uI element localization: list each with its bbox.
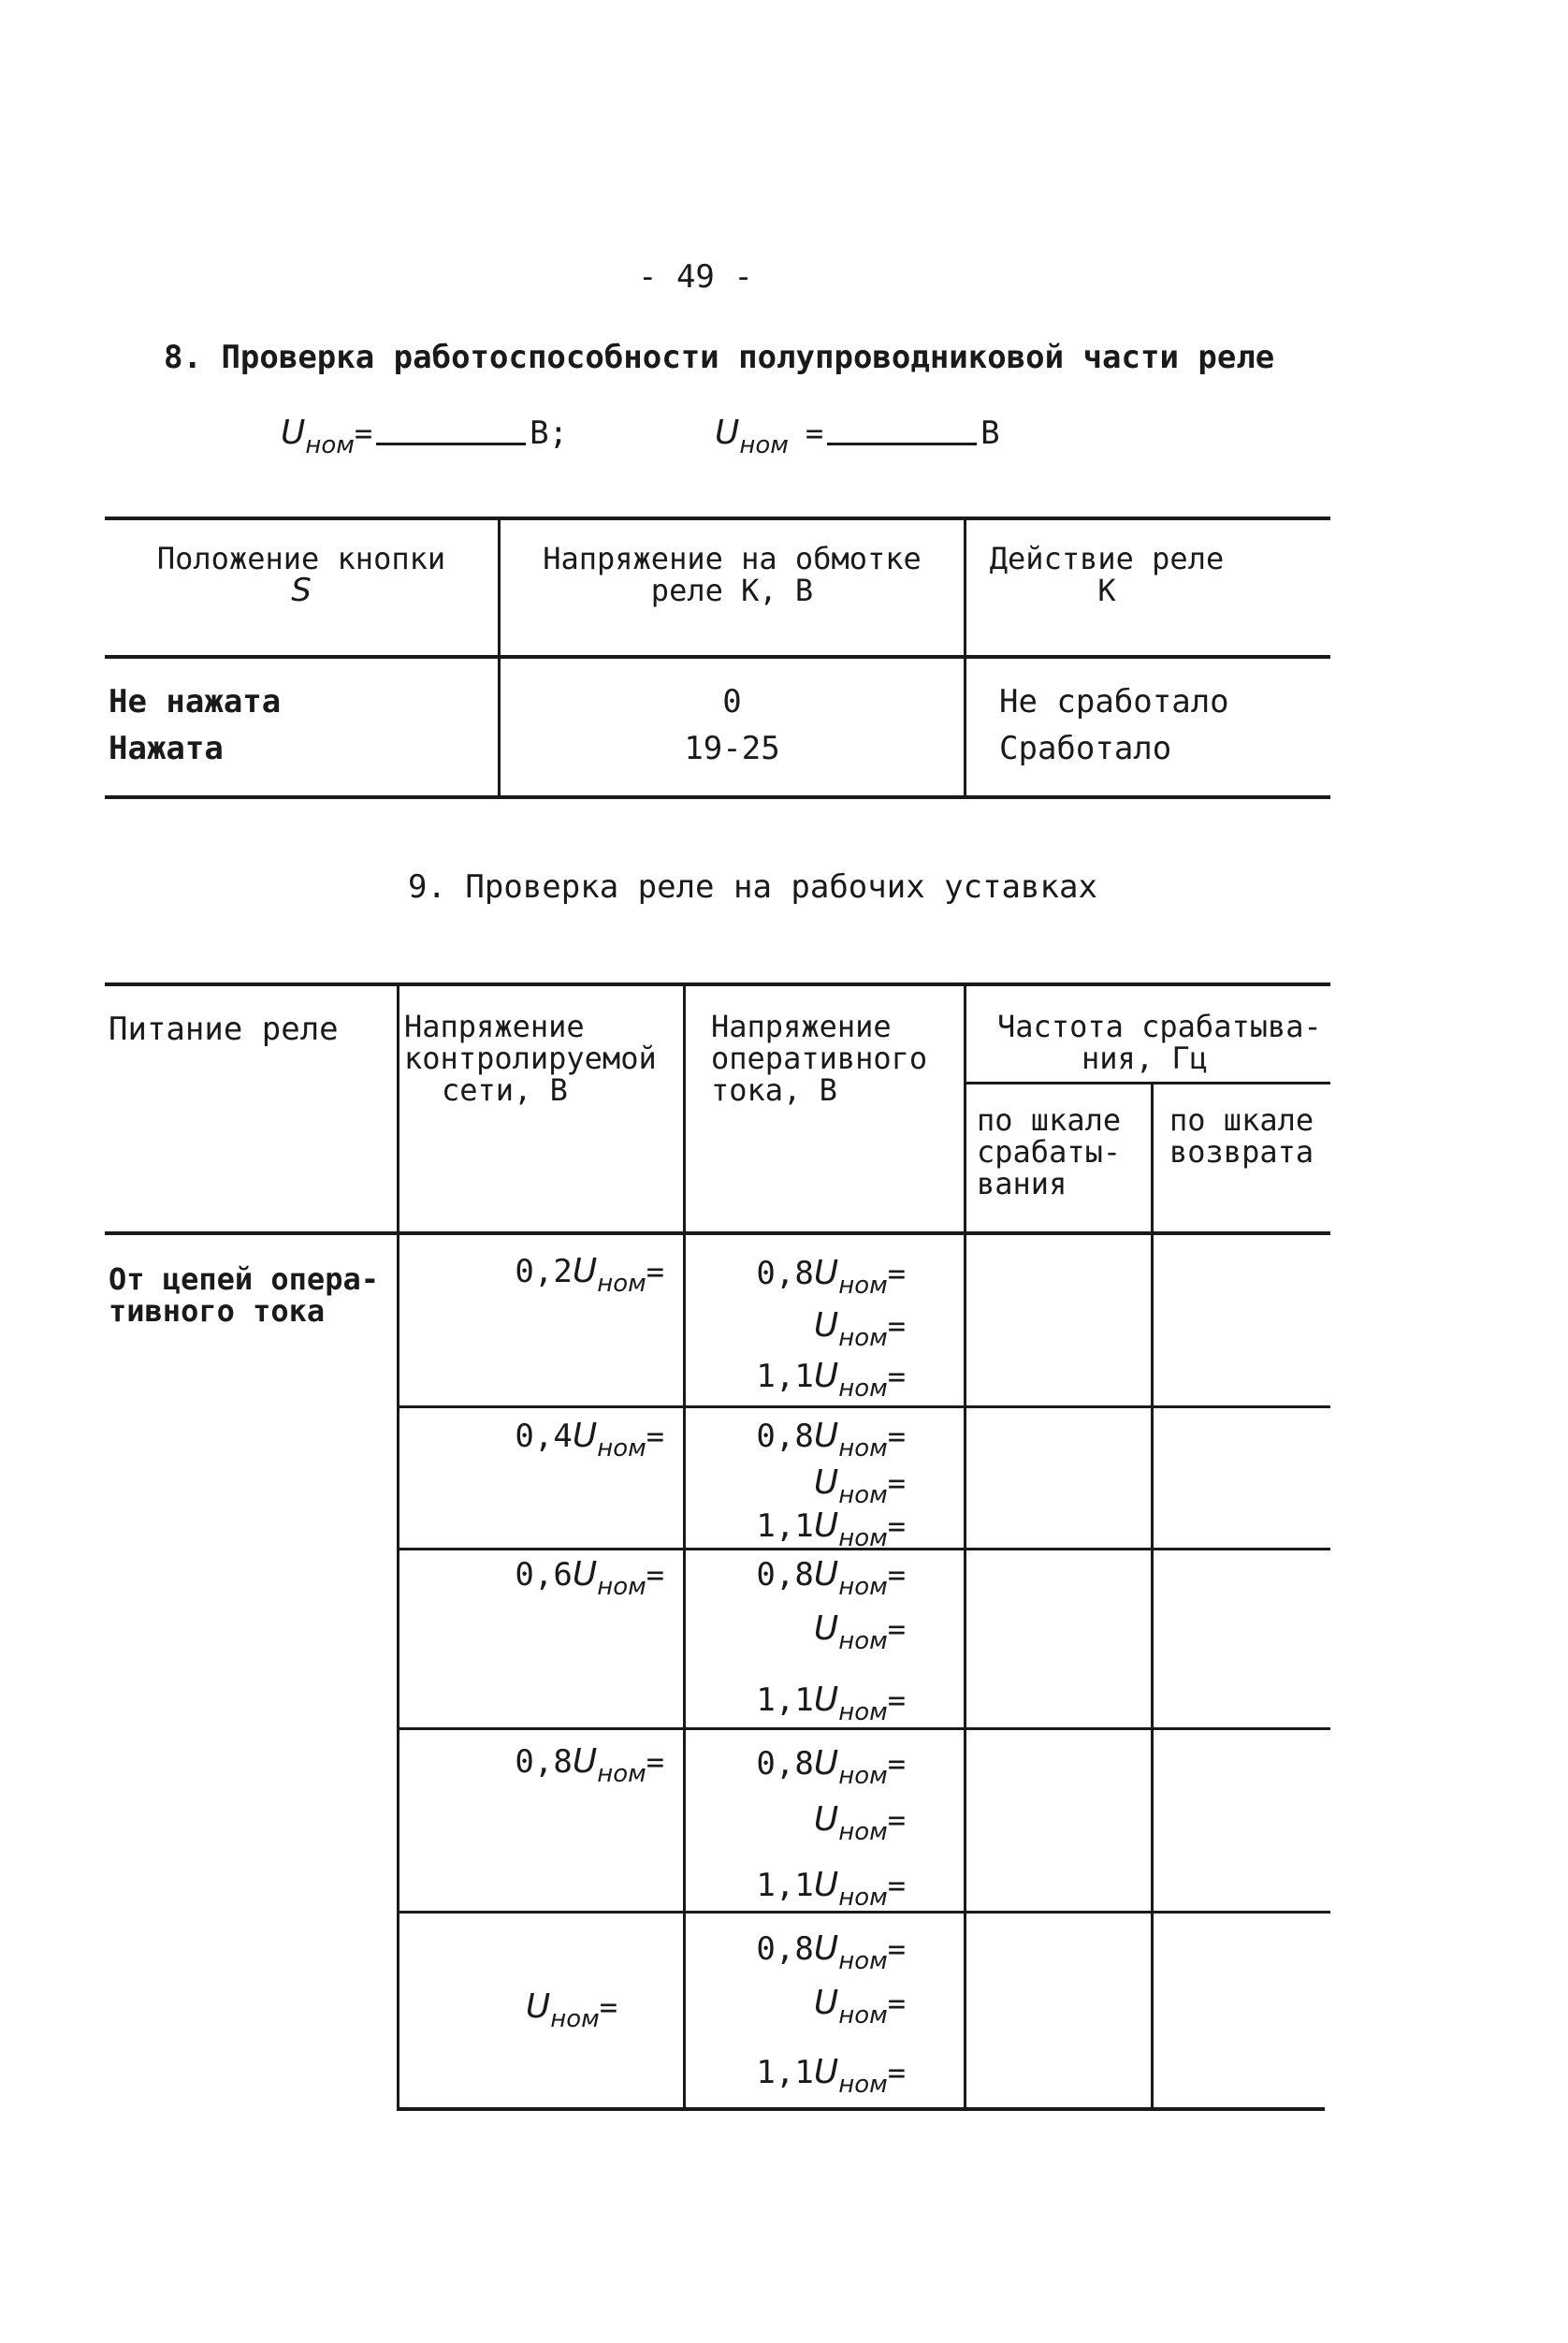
blank-field [376, 418, 526, 445]
coefficient: 0,8 [756, 1930, 814, 1968]
table-9-top-rule [105, 982, 1330, 986]
header-line: ния, Гц [1082, 1041, 1208, 1076]
header-line: оперативного [711, 1041, 928, 1076]
coefficient: 0,8 [756, 1255, 814, 1292]
table-9-group-rule [397, 1405, 1330, 1408]
u-subscript: ном [597, 1434, 646, 1463]
op-voltage-value [692, 1306, 906, 1352]
coefficient: 0,6 [515, 1556, 573, 1594]
table-9-col-divider [1151, 1082, 1154, 2111]
table-8-top-rule [105, 517, 1330, 520]
u-subscript: ном [838, 2071, 888, 2099]
op-voltage-value [692, 1254, 906, 1300]
blank-field [827, 418, 977, 445]
net-voltage-value [402, 1417, 664, 1463]
u-symbol: U [813, 1929, 839, 1968]
equals-sign: = [646, 1254, 664, 1289]
header-line: сети, В [442, 1072, 568, 1108]
u-symbol: U [281, 414, 306, 452]
op-voltage-value [692, 1681, 906, 1726]
table-row-voltage: 0 [722, 683, 742, 720]
u-subscript: ном [838, 1434, 888, 1463]
supply-line: От цепей опера- [109, 1261, 379, 1297]
op-voltage-value [692, 2053, 906, 2099]
u-subscript: ном [838, 1481, 888, 1509]
u-subscript: ном [838, 1818, 888, 1846]
u-subscript: ном [838, 1947, 888, 1975]
unit-label: В [980, 415, 1000, 452]
header-line: Напряжение [404, 1009, 585, 1044]
header-text: Напряжение на обмотке [543, 541, 922, 576]
u-symbol: U [813, 1555, 839, 1594]
op-voltage-value [692, 1463, 906, 1509]
net-voltage-value [402, 1555, 664, 1601]
table-row-action: Сработало [999, 730, 1172, 767]
header-line: Напряжение [711, 1009, 892, 1044]
u-symbol: U [715, 414, 740, 452]
header-freq-operate [977, 1104, 1121, 1200]
header-line: по шкале [1169, 1102, 1314, 1138]
equals-sign: = [646, 1557, 664, 1593]
u-symbol: U [572, 1417, 598, 1455]
op-voltage-value [692, 1984, 906, 2030]
op-voltage-value [692, 1744, 906, 1790]
header-net-voltage [404, 1011, 657, 1106]
u-subscript: ном [838, 1884, 888, 1912]
op-voltage-value [692, 1357, 906, 1403]
op-voltage-value [692, 1866, 906, 1912]
table-8-header-voltage [501, 543, 964, 606]
equals-sign: = [887, 1508, 906, 1544]
equals-sign: = [646, 1744, 664, 1780]
header-subtext: К [1097, 573, 1116, 608]
op-voltage-value [692, 1929, 906, 1975]
table-row-pos: Нажата [109, 730, 224, 767]
u-symbol: U [813, 1866, 839, 1904]
u-symbol: U [813, 1744, 839, 1783]
coefficient: 0,8 [756, 1418, 814, 1455]
header-line: срабаты- [977, 1134, 1122, 1170]
u-symbol: U [813, 1463, 839, 1502]
supply-line: тивного тока [109, 1293, 326, 1329]
u-symbol: U [572, 1252, 598, 1290]
table-row-voltage: 19-25 [684, 730, 780, 767]
u-subscript: ном [838, 1524, 888, 1552]
header-op-voltage [711, 1011, 927, 1106]
op-voltage-value [692, 1609, 906, 1655]
equals-sign: = [887, 2055, 906, 2090]
u-subscript: ном [597, 1760, 646, 1788]
header-line: возврата [1169, 1134, 1314, 1170]
u-subscript: ном [838, 1573, 888, 1601]
supply-label [109, 1263, 379, 1327]
u-subscript: ном [838, 1324, 888, 1352]
header-subtext: реле К, В [650, 573, 814, 608]
op-voltage-value [692, 1800, 906, 1846]
u-symbol: U [813, 1681, 839, 1719]
table-9-col-divider [683, 982, 686, 2111]
table-8-header-action [966, 543, 1247, 606]
table-9-header-rule [105, 1231, 1330, 1235]
table-8-header-rule [105, 655, 1330, 659]
u-symbol: U [813, 1357, 839, 1395]
u-subscript: ном [838, 1698, 888, 1726]
u-symbol: U [813, 1609, 839, 1648]
u-subscript: ном [597, 1573, 646, 1601]
header-text: Действие реле [989, 541, 1225, 576]
header-frequency [997, 1011, 1322, 1074]
u-symbol: U [813, 1800, 839, 1839]
u-subscript: ном [838, 1375, 888, 1403]
u-subscript: ном [550, 2005, 600, 2033]
coefficient: 0,8 [515, 1743, 573, 1781]
header-supply: Питание реле [109, 1011, 339, 1048]
equals-sign: = [887, 1359, 906, 1394]
u-symbol: U [572, 1555, 598, 1594]
table-9-group-rule [397, 1727, 1330, 1730]
header-line: Частота срабатыва- [997, 1009, 1322, 1044]
header-line: по шкале [977, 1102, 1122, 1138]
u-subscript: ном [838, 2001, 888, 2030]
section-8-number: 8. [164, 339, 202, 376]
net-voltage-value [402, 1987, 617, 2033]
coefficient: 1,1 [756, 1507, 814, 1545]
table-9-freq-rule [964, 1082, 1330, 1084]
header-line: вания [977, 1166, 1067, 1201]
header-text: Положение кнопки [156, 541, 446, 576]
net-voltage-value [402, 1742, 664, 1788]
equals-sign: = [887, 1682, 906, 1718]
formula-unom-1 [281, 414, 568, 459]
u-symbol: U [813, 1506, 839, 1545]
page-number: - 49 - [638, 258, 753, 296]
u-symbol: U [572, 1742, 598, 1781]
unit-label: В; [530, 415, 569, 452]
u-symbol: U [813, 1306, 839, 1345]
section-9-title: 9. Проверка реле на рабочих уставках [408, 868, 1097, 906]
table-9-col-divider [964, 982, 966, 2111]
u-symbol: U [813, 2053, 839, 2091]
u-subscript: ном [597, 1270, 646, 1298]
section-8-text: Проверка работоспособности полупроводниковой части реле [221, 339, 1275, 376]
header-symbol: S [291, 572, 312, 609]
coefficient: 0,4 [515, 1418, 573, 1455]
u-subscript: ном [838, 1272, 888, 1300]
table-row-pos: Не нажата [109, 683, 282, 720]
coefficient: 1,1 [756, 1681, 814, 1719]
equals-sign: = [887, 1308, 906, 1344]
u-symbol: U [813, 1984, 839, 2022]
table-8-bottom-rule [105, 795, 1330, 799]
op-voltage-value [692, 1417, 906, 1463]
coefficient: 1,1 [756, 2054, 814, 2091]
equals-sign: = [887, 1986, 906, 2021]
coefficient: 0,8 [756, 1745, 814, 1783]
u-symbol: U [813, 1254, 839, 1292]
equals-sign: = [599, 1989, 617, 2025]
equals-sign: = [887, 1802, 906, 1838]
u-symbol: U [813, 1417, 839, 1455]
u-subscript: ном [305, 431, 355, 459]
table-9-col-divider [397, 982, 399, 2111]
coefficient: 0,2 [515, 1253, 573, 1290]
equals-sign: = [887, 1868, 906, 1903]
u-subscript: ном [739, 431, 789, 459]
net-voltage-value [402, 1252, 664, 1298]
coefficient: 1,1 [756, 1867, 814, 1904]
header-line: контролируемой [404, 1041, 657, 1076]
equals-sign: = [887, 1419, 906, 1454]
equals-sign: = [805, 415, 824, 451]
op-voltage-value [692, 1506, 906, 1552]
u-symbol: U [525, 1987, 551, 2026]
header-freq-return [1169, 1104, 1314, 1168]
formula-unom-2 [715, 414, 1000, 459]
coefficient: 0,8 [756, 1556, 814, 1594]
equals-sign: = [887, 1746, 906, 1782]
table-row-action: Не сработало [999, 683, 1229, 720]
coefficient: 1,1 [756, 1358, 814, 1395]
equals-sign: = [354, 415, 373, 451]
table-8-header-position [105, 541, 498, 609]
op-voltage-value [692, 1555, 906, 1601]
header-line: тока, В [711, 1072, 837, 1108]
equals-sign: = [646, 1419, 664, 1454]
equals-sign: = [887, 1611, 906, 1647]
equals-sign: = [887, 1256, 906, 1291]
table-9-bottom-rule [397, 2107, 1325, 2111]
u-subscript: ном [838, 1627, 888, 1655]
u-subscript: ном [838, 1762, 888, 1790]
equals-sign: = [887, 1557, 906, 1593]
equals-sign: = [887, 1465, 906, 1501]
section-8-title [164, 339, 1274, 376]
equals-sign: = [887, 1931, 906, 1967]
